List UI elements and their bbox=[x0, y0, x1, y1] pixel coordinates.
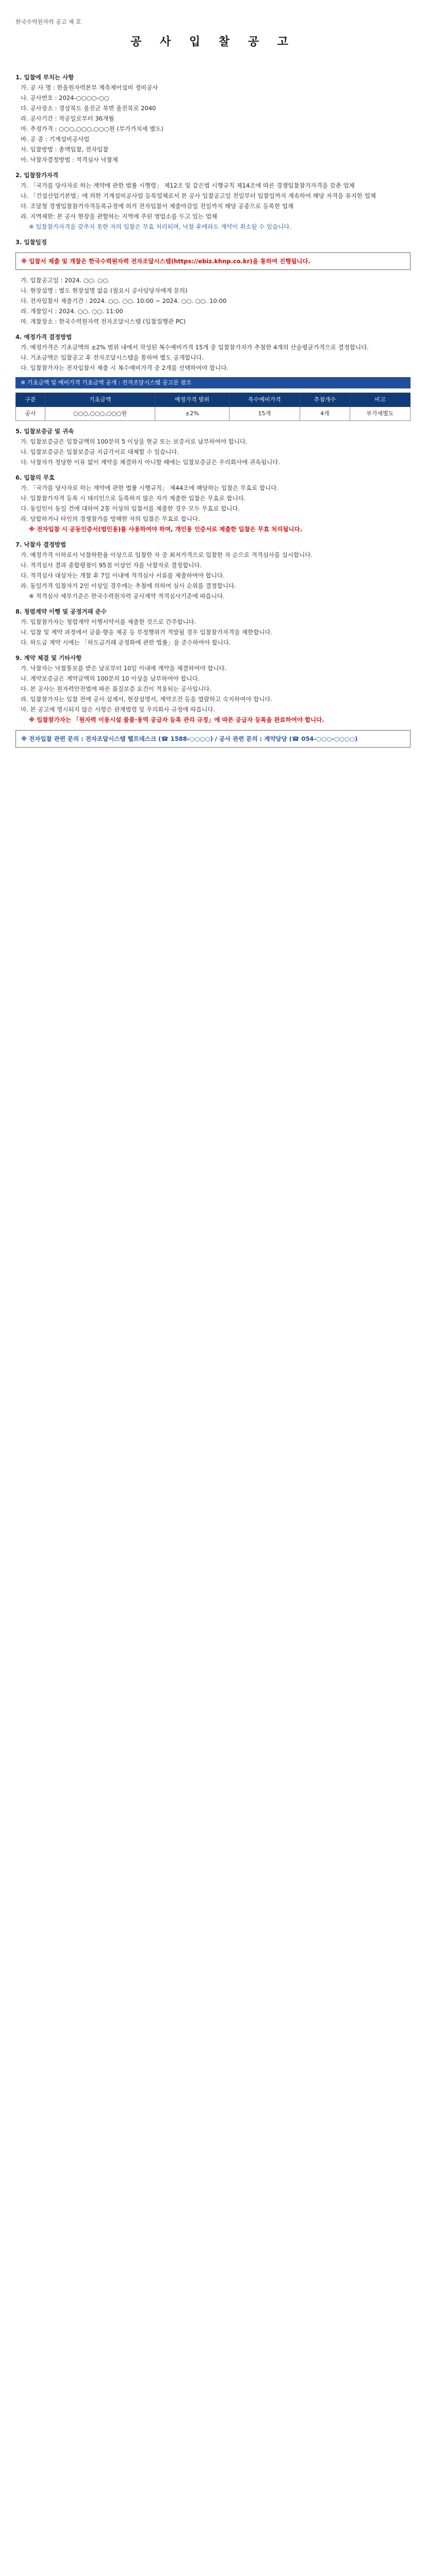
list-item: 가. 「국가를 당사자로 하는 계약에 관한 법률 시행규칙」 제44조에 해당하는 입찰은 무효로 합니다. bbox=[21, 484, 278, 492]
notice-box: ※ 입찰서 제출 및 개찰은 한국수력원자력 전자조달시스템(https://ebiz.khnp.co.kr)을 통하여 진행됩니다. bbox=[15, 252, 411, 270]
section-heading: 2. 입찰참가자격 bbox=[15, 172, 59, 179]
list-item: 라. 공사기간 : 착공일로부터 36개월 bbox=[21, 115, 114, 122]
list-item: 나. 현장설명 : 별도 현장설명 없음 (필요시 공사담당자에게 문의) bbox=[21, 287, 188, 294]
warning-note: ※ 전자입찰 시 공동인증서(법인용)를 사용하여야 하며, 개인용 인증서로 제출한 입찰은 무효 처리됩니다. bbox=[29, 526, 302, 533]
list-item: 마. 본 공고에 명시되지 않은 사항은 관계법령 및 우리회사 규정에 따릅니다. bbox=[21, 706, 216, 713]
list-item: 다. 낙찰자가 정당한 이유 없이 계약을 체결하지 아니할 때에는 입찰보증금은 우리회사에 귀속됩니다. bbox=[21, 459, 280, 466]
section-heading: 5. 입찰보증금 및 귀속 bbox=[15, 428, 74, 435]
list-item: 가. 입찰공고일 : 2024. ○○. ○○. bbox=[21, 277, 110, 284]
table-cell: ○○○,○○○,○○○원 bbox=[45, 407, 155, 421]
notice-note: ※ 적격심사 세부기준은 한국수력원자력 공사계약 적격심사기준에 따릅니다. bbox=[29, 592, 225, 600]
list-item: 라. 지역제한: 본 공사 현장을 관할하는 지역에 주된 영업소를 두고 있는 업체 bbox=[21, 213, 218, 220]
table-cell: 15개 bbox=[229, 407, 300, 421]
list-item: 가. 예정가격 이하로서 낙찰하한율 이상으로 입찰한 자 중 최저가격으로 입찰한 자 순으로 적격심사를 실시합니다. bbox=[21, 551, 313, 558]
list-item: 다. 공사장소 : 경상북도 울진군 북면 울진북로 2040 bbox=[21, 105, 156, 112]
list-item: 라. 담합하거나 타인의 경쟁참가를 방해한 자의 입찰은 무효로 합니다. bbox=[21, 515, 200, 522]
table-header: 구분 bbox=[16, 393, 45, 407]
contact-box: ※ 전자입찰 관련 문의 : 전자조달시스템 헬프데스크 (☎ 1588-○○○○) / 공사 관련 문의 : 계약담당 (☎ 054-○○○-○○○○) bbox=[15, 730, 411, 748]
list-item: 나. 적격심사 결과 종합평점이 95점 이상인 자를 낙찰자로 결정합니다. bbox=[21, 562, 202, 569]
info-bar: ※ 기초금액 및 예비가격 기초금액 공개 : 전자조달시스템 공고문 참조 bbox=[15, 377, 411, 388]
section-heading: 6. 입찰의 무효 bbox=[15, 474, 55, 481]
list-item: 나. 입찰 및 계약 과정에서 금품·향응 제공 등 부정행위가 적발될 경우 입찰참가자격을 제한합니다. bbox=[21, 629, 273, 636]
list-item: 라. 동일가격 입찰자가 2인 이상일 경우에는 추첨에 의하여 심사 순위를 결정합니다. bbox=[21, 582, 236, 589]
price-table bbox=[15, 393, 411, 421]
list-item: 나. 기초금액은 입찰공고 후 전자조달시스템을 통하여 별도 공개합니다. bbox=[21, 354, 204, 361]
table-header: 추첨개수 bbox=[300, 393, 350, 407]
list-item: 가. 입찰보증금은 입찰금액의 100분의 5 이상을 현금 또는 보증서로 납부하여야 합니다. bbox=[21, 438, 248, 445]
list-item: 다. 본 공사는 원자력안전법에 따른 품질보증 요건이 적용되는 공사입니다. bbox=[21, 685, 211, 692]
list-item: 다. 적격심사 대상자는 개찰 후 7일 이내에 적격심사 서류를 제출하여야 합니다. bbox=[21, 572, 225, 579]
warning-note: ※ 입찰참가자는 「원자력 이용시설 물품·용역 공급자 등록 관리 규정」에 따른 공급자 등록을 완료하여야 합니다. bbox=[29, 716, 324, 723]
section-heading: 4. 예정가격 결정방법 bbox=[15, 333, 72, 341]
list-item: 라. 입찰참가자는 입찰 전에 공사 설계서, 현장설명서, 계약조건 등을 열람하고 숙지하여야 합니다. bbox=[21, 696, 273, 703]
list-item: 가. 공 사 명 : 한울원자력본부 계측제어설비 정비공사 bbox=[21, 84, 158, 91]
list-item: 다. 하도급 계약 시에는 「하도급거래 공정화에 관한 법률」을 준수하여야 합니다. bbox=[21, 639, 231, 646]
section-heading: 9. 계약 체결 및 기타사항 bbox=[15, 654, 82, 662]
table-cell: 공사 bbox=[16, 407, 45, 421]
list-item: 다. 입찰참가자는 전자입찰서 제출 시 복수예비가격 중 2개를 선택하여야 합니다. bbox=[21, 364, 229, 371]
list-item: 나. 입찰참가자격 등록 시 대리인으로 등록하지 않은 자가 제출한 입찰은 무효로 합니다. bbox=[21, 495, 246, 502]
list-item: 다. 조달청 경쟁입찰참가자격등록규정에 의거 전자입찰서 제출마감일 전일까지 해당 공종으로 등록한 업체 bbox=[21, 202, 294, 210]
list-item: 다. 전자입찰서 제출기간 : 2024. ○○. ○○. 10:00 ~ 2024. ○○. ○○. 10:00 bbox=[21, 297, 227, 304]
table-header: 기초금액 bbox=[45, 393, 155, 407]
list-item: 다. 동일인이 동일 건에 대하여 2통 이상의 입찰서를 제출한 경우 모두 무효로 합니다. bbox=[21, 505, 240, 512]
table-header-row bbox=[16, 393, 411, 407]
list-item: 가. 입찰참가자는 청렴계약 이행서약서를 제출한 것으로 간주합니다. bbox=[21, 618, 196, 625]
table-cell: ±2% bbox=[155, 407, 229, 421]
list-item: 나. 계약보증금은 계약금액의 100분의 10 이상을 납부하여야 합니다. bbox=[21, 675, 200, 682]
list-item: 가. 낙찰자는 낙찰통보를 받은 날로부터 10일 이내에 계약을 체결하여야 합니다. bbox=[21, 665, 227, 672]
list-item: 나. 「건설산업기본법」에 의한 기계설비공사업 등록업체로서 본 공사 입찰공고일 전일부터 입찰일까지 계속하여 해당 자격을 유지한 업체 bbox=[21, 192, 376, 199]
list-item: 바. 공 종 : 기계설비공사업 bbox=[21, 135, 90, 143]
page-title: 공 사 입 찰 공 고 bbox=[130, 36, 296, 48]
list-item: 가. 예정가격은 기초금액의 ±2% 범위 내에서 작성된 복수예비가격 15개 중 입찰참가자가 추첨한 4개의 산술평균가격으로 결정합니다. bbox=[21, 344, 369, 351]
table-row bbox=[16, 407, 411, 421]
list-item: 아. 낙찰자결정방법 : 적격심사 낙찰제 bbox=[21, 156, 118, 163]
list-item: 마. 추정가격 : ○○○,○○○,○○○원 (부가가치세 별도) bbox=[21, 125, 163, 132]
section-heading: 8. 청렴계약 이행 및 공정거래 준수 bbox=[15, 608, 107, 615]
table-header: 비고 bbox=[350, 393, 410, 407]
table-cell: 4개 bbox=[300, 407, 350, 421]
table-cell: 부가세별도 bbox=[350, 407, 410, 421]
section-heading: 3. 입찰일정 bbox=[15, 239, 47, 246]
list-item: 나. 입찰보증금은 입찰보증금 지급각서로 대체할 수 있습니다. bbox=[21, 448, 179, 455]
list-item: 나. 공사번호 : 2024-○○○○-○○ bbox=[21, 94, 109, 101]
doc-code: 한국수력원자력 공고 제 호 bbox=[15, 19, 81, 25]
section-heading: 1. 입찰에 부치는 사항 bbox=[15, 74, 74, 81]
section-heading: 7. 낙찰자 결정방법 bbox=[15, 541, 67, 548]
list-item: 가. 「국가를 당사자로 하는 계약에 관한 법률 시행령」 제12조 및 같은법 시행규칙 제14조에 따른 경쟁입찰참가자격을 갖춘 업체 bbox=[21, 182, 355, 189]
table-header: 복수예비가격 bbox=[229, 393, 300, 407]
list-item: 라. 개찰일시 : 2024. ○○. ○○. 11:00 bbox=[21, 308, 123, 315]
list-item: 사. 입찰방법 : 총액입찰, 전자입찰 bbox=[21, 146, 109, 153]
notice-note: ※ 입찰참가자격을 갖추지 못한 자의 입찰은 무효 처리되며, 낙찰 후에라도 계약이 취소될 수 있습니다. bbox=[29, 223, 291, 230]
notice-body bbox=[15, 67, 411, 753]
list-item: 마. 개찰장소 : 한국수력원자력 전자조달시스템 (입찰집행관 PC) bbox=[21, 318, 186, 325]
table-header: 예정가격 범위 bbox=[155, 393, 229, 407]
